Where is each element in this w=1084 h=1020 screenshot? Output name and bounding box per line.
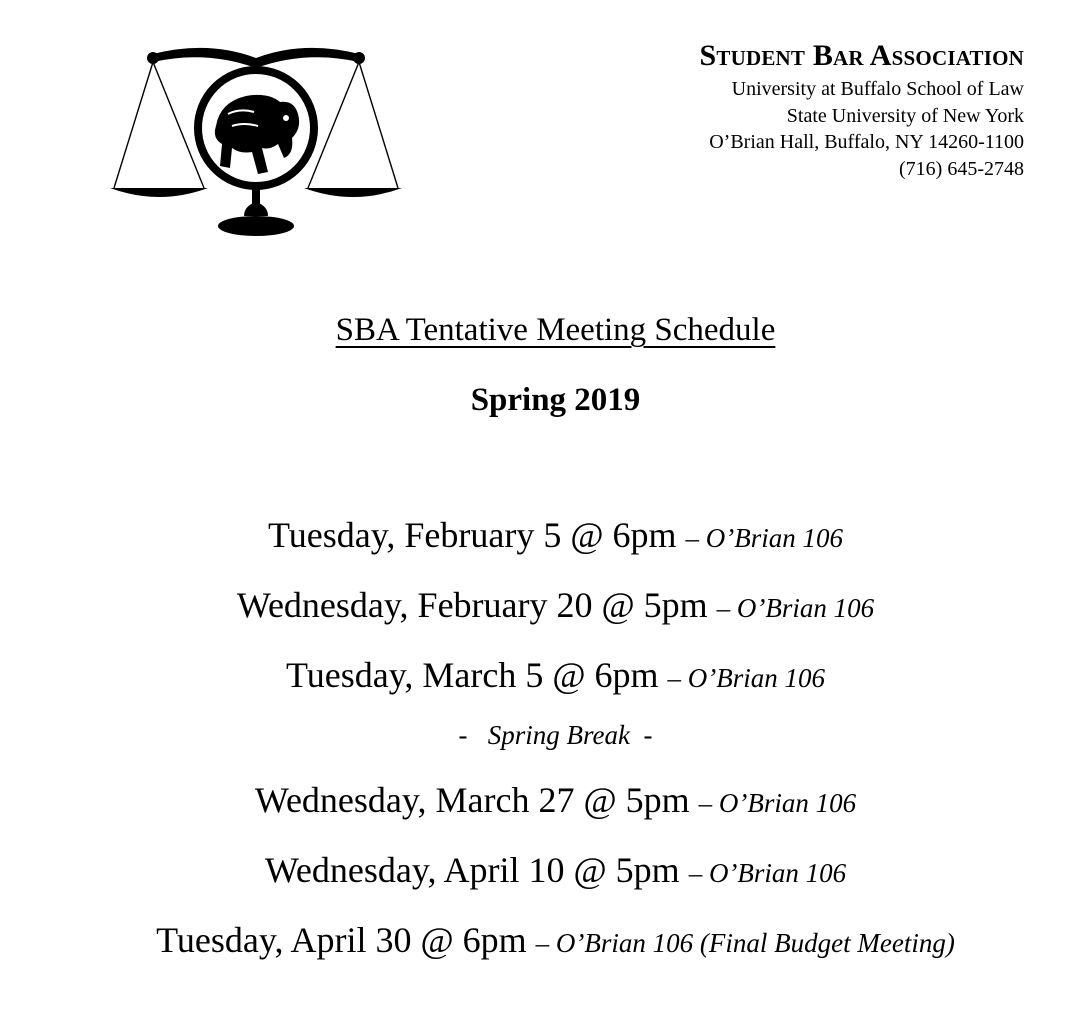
break-label: Spring Break — [487, 720, 630, 750]
location-dash: – — [685, 523, 699, 553]
meeting-location: O’Brian 106 — [708, 858, 847, 888]
meeting-when: Tuesday, March 5 @ 6pm — [286, 655, 659, 695]
scales-of-justice-with-buffalo-icon — [108, 40, 404, 240]
meeting-entry — [0, 580, 1084, 650]
meeting-when: Wednesday, April 10 @ 5pm — [264, 850, 680, 890]
meeting-when: Tuesday, April 30 @ 6pm — [156, 920, 527, 960]
meeting-entry — [0, 510, 1084, 580]
letterhead — [700, 38, 1024, 182]
document-title-text: SBA Tentative Meeting Schedule — [335, 312, 776, 348]
meeting-location: O’Brian 106 — [718, 788, 857, 818]
address-line-street: O’Brian Hall, Buffalo, NY 14260-1100 — [709, 131, 1024, 153]
address-line-school: University at Buffalo School of Law — [731, 78, 1024, 100]
meeting-location: O’Brian 106 — [736, 593, 875, 623]
meeting-when: Wednesday, March 27 @ 5pm — [254, 780, 690, 820]
document-subtitle: Spring 2019 — [470, 382, 641, 418]
break-dash-left: - — [458, 720, 468, 750]
location-dash: – — [688, 858, 703, 888]
location-dash: – — [535, 928, 550, 958]
meeting-entry — [0, 650, 1084, 720]
meeting-location: O’Brian 106 — [705, 523, 843, 553]
meeting-entry — [0, 845, 1084, 915]
location-dash: – — [716, 593, 731, 623]
meeting-when: Wednesday, February 20 @ 5pm — [236, 585, 708, 625]
location-dash: – — [698, 788, 713, 818]
location-dash: – — [667, 663, 681, 693]
organization-name: Student Bar Association — [699, 39, 1024, 72]
meeting-location: O’Brian 106 (Final Budget Meeting) — [555, 928, 955, 958]
address-line-university: State University of New York — [786, 104, 1024, 127]
meeting-schedule — [0, 510, 1084, 985]
break-dash-right: - — [643, 720, 653, 750]
document-title — [0, 308, 1084, 352]
address-line-phone: (716) 645-2748 — [899, 157, 1024, 180]
meeting-location: O’Brian 106 — [687, 663, 825, 693]
meeting-entry — [0, 775, 1084, 845]
meeting-entry — [0, 915, 1084, 985]
spring-break-note — [0, 715, 1084, 775]
meeting-when: Tuesday, February 5 @ 6pm — [268, 515, 677, 555]
